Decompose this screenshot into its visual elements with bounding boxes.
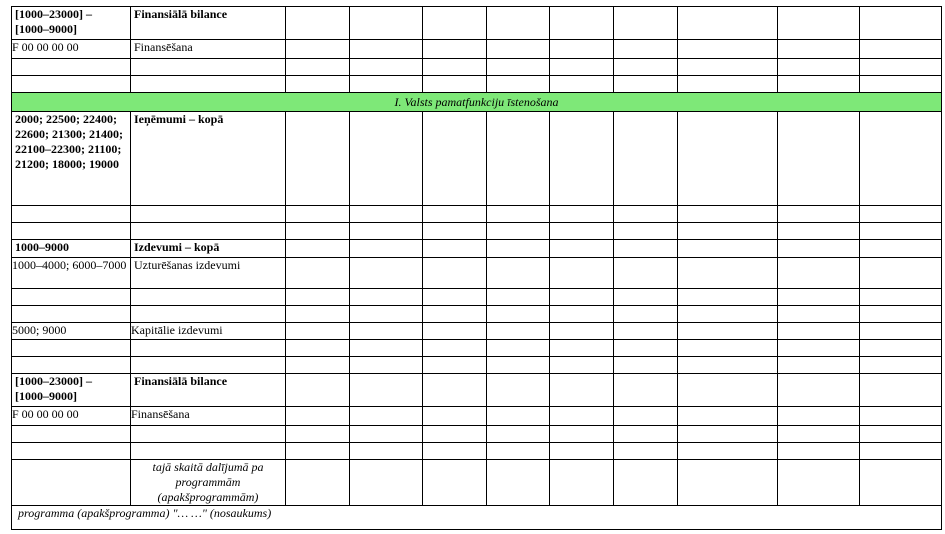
- row-code: 1000–9000: [12, 240, 131, 258]
- empty-cell: [614, 112, 678, 206]
- row-label: Ieņēmumi – kopā: [131, 112, 286, 206]
- empty-cell: [778, 240, 860, 258]
- empty-cell: [860, 443, 942, 460]
- table-row: [12, 223, 942, 240]
- empty-cell: [860, 407, 942, 426]
- empty-cell: [286, 460, 350, 506]
- empty-cell: [678, 407, 778, 426]
- empty-cell: [423, 40, 487, 59]
- empty-cell: [350, 76, 423, 93]
- empty-cell: [487, 357, 550, 374]
- empty-cell: [550, 340, 614, 357]
- empty-cell: [678, 374, 778, 407]
- row-code: 5000; 9000: [12, 323, 131, 340]
- empty-cell: [860, 357, 942, 374]
- row-code: 2000; 22500; 22400; 22600; 21300; 21400; 22100–22300; 21100; 21200; 18000; 19000: [12, 112, 131, 206]
- empty-cell: [423, 76, 487, 93]
- row-label: Finansiālā bilance: [131, 374, 286, 407]
- empty-cell: [778, 112, 860, 206]
- empty-cell: [350, 59, 423, 76]
- row-label: Finansēšana: [131, 407, 286, 426]
- empty-cell: [614, 426, 678, 443]
- empty-cell: [550, 240, 614, 258]
- empty-cell: [550, 40, 614, 59]
- empty-cell: [678, 289, 778, 306]
- empty-cell: [614, 258, 678, 289]
- empty-cell: [860, 289, 942, 306]
- table-row: [12, 323, 942, 340]
- empty-cell: [423, 323, 487, 340]
- empty-cell: [487, 374, 550, 407]
- empty-cell: [614, 223, 678, 240]
- empty-cell: [423, 289, 487, 306]
- empty-cell: [423, 240, 487, 258]
- empty-cell: [12, 306, 131, 323]
- empty-cell: [350, 460, 423, 506]
- empty-cell: [131, 59, 286, 76]
- empty-cell: [350, 357, 423, 374]
- empty-cell: [286, 240, 350, 258]
- empty-cell: [778, 258, 860, 289]
- empty-cell: [550, 59, 614, 76]
- empty-cell: [778, 460, 860, 506]
- empty-cell: [550, 323, 614, 340]
- empty-cell: [778, 443, 860, 460]
- empty-cell: [860, 223, 942, 240]
- empty-cell: [350, 426, 423, 443]
- empty-cell: [286, 112, 350, 206]
- empty-cell: [778, 306, 860, 323]
- empty-cell: [550, 76, 614, 93]
- empty-cell: [423, 223, 487, 240]
- empty-cell: [550, 7, 614, 40]
- empty-cell: [131, 76, 286, 93]
- row-code: [1000–23000] – [1000–9000]: [12, 374, 131, 407]
- table-row: [12, 357, 942, 374]
- empty-cell: [614, 289, 678, 306]
- empty-cell: [350, 40, 423, 59]
- empty-cell: [131, 443, 286, 460]
- empty-cell: [678, 443, 778, 460]
- empty-cell: [550, 460, 614, 506]
- empty-cell: [12, 426, 131, 443]
- empty-cell: [487, 40, 550, 59]
- table-row: [12, 460, 942, 506]
- empty-cell: [860, 240, 942, 258]
- empty-cell: [487, 306, 550, 323]
- empty-cell: [286, 443, 350, 460]
- empty-cell: [286, 7, 350, 40]
- empty-cell: [286, 40, 350, 59]
- empty-cell: [550, 374, 614, 407]
- empty-cell: [350, 223, 423, 240]
- empty-cell: [12, 340, 131, 357]
- empty-cell: [350, 443, 423, 460]
- empty-cell: [860, 426, 942, 443]
- empty-cell: [678, 206, 778, 223]
- row-code: F 00 00 00 00: [12, 40, 131, 59]
- empty-cell: [614, 443, 678, 460]
- empty-cell: [614, 59, 678, 76]
- empty-cell: [778, 407, 860, 426]
- empty-cell: [350, 306, 423, 323]
- breakdown-note: tajā skaitā dalījumā pa programmām (apakšprogrammām): [131, 460, 286, 506]
- empty-cell: [778, 340, 860, 357]
- row-label: Izdevumi – kopā: [131, 240, 286, 258]
- empty-cell: [550, 289, 614, 306]
- empty-cell: [423, 443, 487, 460]
- empty-cell: [550, 112, 614, 206]
- empty-cell: [678, 460, 778, 506]
- empty-cell: [423, 426, 487, 443]
- table-row: [12, 240, 942, 258]
- empty-cell: [678, 7, 778, 40]
- table-row: [12, 112, 942, 206]
- empty-cell: [614, 7, 678, 40]
- empty-cell: [778, 7, 860, 40]
- empty-cell: [487, 323, 550, 340]
- table-row: [12, 407, 942, 426]
- empty-cell: [487, 223, 550, 240]
- empty-cell: [550, 223, 614, 240]
- table-row: [12, 289, 942, 306]
- empty-cell: [614, 240, 678, 258]
- empty-cell: [286, 59, 350, 76]
- empty-cell: [487, 426, 550, 443]
- empty-cell: [12, 206, 131, 223]
- empty-cell: [487, 258, 550, 289]
- empty-cell: [860, 59, 942, 76]
- empty-cell: [487, 289, 550, 306]
- empty-cell: [350, 323, 423, 340]
- empty-cell: [678, 323, 778, 340]
- empty-cell: [550, 206, 614, 223]
- row-label: Finansēšana: [131, 40, 286, 59]
- empty-cell: [487, 76, 550, 93]
- budget-table-container: [11, 6, 941, 530]
- table-row: [12, 7, 942, 40]
- empty-cell: [12, 357, 131, 374]
- empty-cell: [286, 258, 350, 289]
- empty-cell: [286, 76, 350, 93]
- row-code: F 00 00 00 00: [12, 407, 131, 426]
- empty-cell: [487, 7, 550, 40]
- empty-cell: [778, 426, 860, 443]
- empty-cell: [350, 407, 423, 426]
- row-label: Uzturēšanas izdevumi: [131, 258, 286, 289]
- empty-cell: [423, 112, 487, 206]
- empty-cell: [131, 306, 286, 323]
- empty-cell: [131, 289, 286, 306]
- empty-cell: [350, 112, 423, 206]
- empty-cell: [614, 206, 678, 223]
- table-row: [12, 59, 942, 76]
- empty-cell: [131, 357, 286, 374]
- table-row: [12, 443, 942, 460]
- empty-cell: [614, 323, 678, 340]
- empty-cell: [423, 407, 487, 426]
- empty-cell: [860, 7, 942, 40]
- empty-cell: [860, 374, 942, 407]
- row-code: 1000–4000; 6000–7000: [12, 258, 131, 289]
- row-label: Finansiālā bilance: [131, 7, 286, 40]
- empty-cell: [12, 289, 131, 306]
- empty-cell: [487, 112, 550, 206]
- empty-cell: [614, 40, 678, 59]
- empty-cell: [286, 357, 350, 374]
- row-label: Kapitālie izdevumi: [131, 323, 286, 340]
- empty-cell: [778, 289, 860, 306]
- empty-cell: [678, 59, 778, 76]
- table-row: [12, 258, 942, 289]
- section-header-row: [12, 93, 942, 112]
- empty-cell: [678, 40, 778, 59]
- empty-cell: [286, 323, 350, 340]
- empty-cell: [423, 258, 487, 289]
- empty-cell: [860, 112, 942, 206]
- empty-cell: [614, 460, 678, 506]
- empty-cell: [614, 306, 678, 323]
- empty-cell: [550, 426, 614, 443]
- empty-cell: [778, 40, 860, 59]
- budget-table: [11, 6, 942, 530]
- empty-cell: [614, 407, 678, 426]
- empty-cell: [423, 59, 487, 76]
- empty-cell: [487, 240, 550, 258]
- table-row: [12, 374, 942, 407]
- row-code: [1000–23000] – [1000–9000]: [12, 7, 131, 40]
- empty-cell: [487, 407, 550, 426]
- empty-cell: [350, 374, 423, 407]
- empty-cell: [860, 323, 942, 340]
- table-row: [12, 340, 942, 357]
- empty-cell: [350, 240, 423, 258]
- empty-cell: [487, 443, 550, 460]
- empty-cell: [614, 357, 678, 374]
- table-row: [12, 40, 942, 59]
- empty-cell: [550, 357, 614, 374]
- empty-cell: [860, 206, 942, 223]
- empty-cell: [778, 223, 860, 240]
- empty-cell: [778, 59, 860, 76]
- empty-cell: [286, 306, 350, 323]
- empty-cell: [860, 306, 942, 323]
- empty-cell: [860, 76, 942, 93]
- empty-cell: [12, 460, 131, 506]
- empty-cell: [423, 7, 487, 40]
- empty-cell: [423, 460, 487, 506]
- empty-cell: [487, 206, 550, 223]
- empty-cell: [286, 407, 350, 426]
- empty-cell: [860, 460, 942, 506]
- empty-cell: [12, 76, 131, 93]
- empty-cell: [350, 289, 423, 306]
- empty-cell: [550, 407, 614, 426]
- empty-cell: [678, 223, 778, 240]
- program-footer-row: [12, 506, 942, 530]
- table-row: [12, 76, 942, 93]
- empty-cell: [286, 206, 350, 223]
- empty-cell: [678, 112, 778, 206]
- empty-cell: [778, 323, 860, 340]
- empty-cell: [487, 460, 550, 506]
- empty-cell: [550, 443, 614, 460]
- section-title: I. Valsts pamatfunkciju īstenošana: [12, 93, 942, 112]
- empty-cell: [286, 374, 350, 407]
- empty-cell: [350, 7, 423, 40]
- empty-cell: [131, 340, 286, 357]
- empty-cell: [550, 306, 614, 323]
- empty-cell: [614, 76, 678, 93]
- empty-cell: [678, 306, 778, 323]
- empty-cell: [286, 426, 350, 443]
- empty-cell: [778, 374, 860, 407]
- empty-cell: [678, 258, 778, 289]
- empty-cell: [860, 40, 942, 59]
- empty-cell: [860, 258, 942, 289]
- empty-cell: [286, 340, 350, 357]
- empty-cell: [131, 223, 286, 240]
- empty-cell: [131, 206, 286, 223]
- empty-cell: [678, 340, 778, 357]
- empty-cell: [678, 76, 778, 93]
- empty-cell: [487, 59, 550, 76]
- empty-cell: [678, 426, 778, 443]
- empty-cell: [12, 443, 131, 460]
- empty-cell: [350, 258, 423, 289]
- empty-cell: [350, 340, 423, 357]
- empty-cell: [12, 223, 131, 240]
- empty-cell: [550, 258, 614, 289]
- empty-cell: [860, 340, 942, 357]
- table-row: [12, 426, 942, 443]
- empty-cell: [423, 357, 487, 374]
- empty-cell: [286, 223, 350, 240]
- empty-cell: [778, 76, 860, 93]
- empty-cell: [131, 426, 286, 443]
- empty-cell: [350, 206, 423, 223]
- empty-cell: [423, 374, 487, 407]
- empty-cell: [678, 357, 778, 374]
- table-row: [12, 206, 942, 223]
- empty-cell: [286, 289, 350, 306]
- empty-cell: [12, 59, 131, 76]
- empty-cell: [778, 206, 860, 223]
- empty-cell: [423, 306, 487, 323]
- empty-cell: [614, 374, 678, 407]
- empty-cell: [423, 206, 487, 223]
- program-name-label: programma (apakšprogramma) "… …" (nosaukums): [12, 506, 942, 530]
- table-row: [12, 306, 942, 323]
- empty-cell: [614, 340, 678, 357]
- empty-cell: [778, 357, 860, 374]
- empty-cell: [678, 240, 778, 258]
- empty-cell: [423, 340, 487, 357]
- empty-cell: [487, 340, 550, 357]
